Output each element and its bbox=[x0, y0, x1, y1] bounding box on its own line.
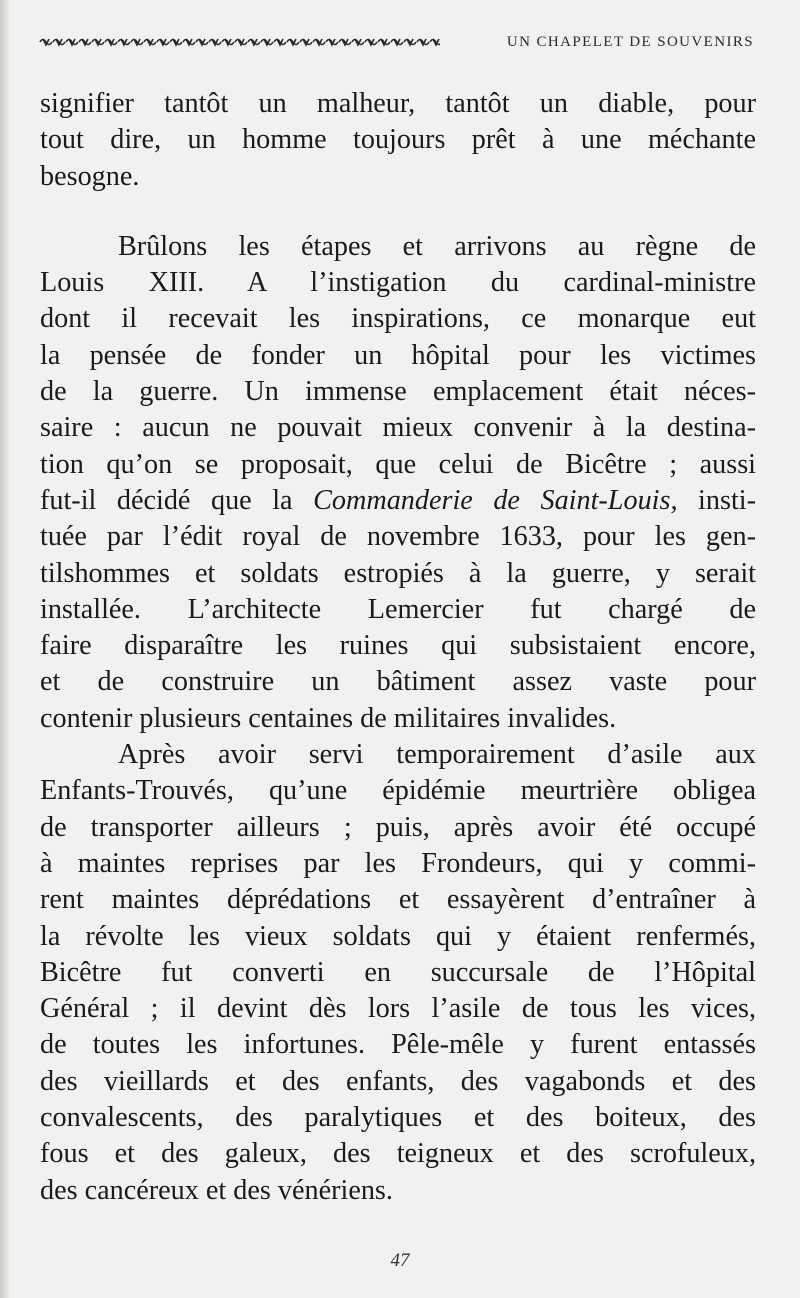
ornament-fleuron bbox=[352, 39, 364, 45]
ornament-fleuron bbox=[170, 39, 182, 45]
text-line: Après avoir servi temporairement d’asile aux bbox=[118, 739, 756, 771]
ornament-fleuron bbox=[274, 39, 286, 45]
ornament-fleuron bbox=[365, 39, 377, 45]
ornament-fleuron bbox=[300, 39, 312, 45]
ornament-fleuron bbox=[196, 39, 208, 45]
ornament-fleuron bbox=[53, 39, 65, 45]
text-line: de transporter ailleurs ; puis, après avoir été occupé bbox=[40, 811, 756, 843]
body-text bbox=[40, 86, 756, 1209]
text-line: contenir plusieurs centaines de militaires invalides. bbox=[40, 702, 617, 734]
ornament-fleuron bbox=[157, 39, 169, 45]
ornament-fleuron bbox=[92, 39, 104, 45]
text-line: des vieillards et des enfants, des vagabonds et des bbox=[40, 1065, 756, 1097]
ornament-fleuron bbox=[261, 39, 273, 45]
text-line: installée. L’architecte Lemercier fut chargé de bbox=[40, 593, 756, 625]
text-line: de la guerre. Un immense emplacement était néces- bbox=[40, 376, 756, 408]
page-edge-shadow bbox=[0, 0, 9, 1298]
text-line: des cancéreux et des vénériens. bbox=[40, 1174, 393, 1206]
text-line: la révolte les vieux soldats qui y étaient renfermés, bbox=[40, 920, 756, 952]
ornament-fleuron bbox=[235, 39, 247, 45]
text-line-with-italic bbox=[40, 483, 756, 519]
text-line: tuée par l’édit royal de novembre 1633, pour les gen- bbox=[40, 521, 756, 553]
ornament-fleuron bbox=[417, 39, 429, 45]
text-line: à maintes reprises par les Frondeurs, qui y commi- bbox=[40, 847, 756, 879]
ornament-fleuron bbox=[248, 39, 260, 45]
ornament-fleuron bbox=[209, 39, 221, 45]
text-line: Brûlons les étapes et arrivons au règne de bbox=[118, 230, 756, 262]
ornament-fleuron bbox=[430, 39, 440, 45]
ornament-fleuron bbox=[287, 39, 299, 45]
page-number: 47 bbox=[390, 1250, 410, 1271]
text-line: la pensée de fonder un hôpital pour les victimes bbox=[40, 339, 756, 371]
text-line: tion qu’on se proposait, que celui de Bicêtre ; aussi bbox=[40, 448, 756, 480]
text-line: besogne. bbox=[40, 160, 140, 192]
ornament-fleuron bbox=[66, 39, 78, 45]
text-segment: fut-il décidé que la bbox=[40, 484, 293, 516]
text-line: et de construire un bâtiment assez vaste pour bbox=[40, 666, 756, 698]
ornament-fleuron bbox=[40, 39, 52, 45]
ornament-fleuron bbox=[313, 39, 325, 45]
ornament-fleuron bbox=[79, 39, 91, 45]
running-title: UN CHAPELET DE SOUVENIRS bbox=[506, 34, 754, 50]
page-header bbox=[38, 32, 754, 56]
text-line: Enfants-Trouvés, qu’une épidémie meurtrière obligea bbox=[40, 775, 756, 807]
ornamental-rule bbox=[38, 32, 440, 52]
text-line: convalescents, des paralytiques et des boiteux, des bbox=[40, 1102, 756, 1134]
ornament-fleuron bbox=[105, 39, 117, 45]
text-line: faire disparaître les ruines qui subsistaient encore, bbox=[40, 630, 756, 662]
ornament-fleuron bbox=[222, 39, 234, 45]
ornament-fleuron bbox=[391, 39, 403, 45]
text-line: signifier tantôt un malheur, tantôt un diable, pour bbox=[40, 88, 756, 119]
text-line: dont il recevait les inspirations, ce monarque eut bbox=[40, 303, 756, 335]
text-line: de toutes les infortunes. Pêle-mêle y furent entassés bbox=[40, 1029, 756, 1061]
text-line: fous et des galeux, des teigneux et des scrofuleux, bbox=[40, 1138, 756, 1170]
paragraph-gap bbox=[40, 195, 756, 229]
ornament-fleuron bbox=[326, 39, 338, 45]
text-line: tilshommes et soldats estropiés à la guerre, y serait bbox=[40, 557, 756, 589]
ornament-fleuron bbox=[144, 39, 156, 45]
italic-title: Commanderie de Saint-Louis, bbox=[313, 484, 678, 516]
ornament-fleuron bbox=[339, 39, 351, 45]
ornament-fleuron bbox=[404, 39, 416, 45]
ornament-fleuron bbox=[118, 39, 130, 45]
text-line: rent maintes déprédations et essayèrent d’entraîner à bbox=[40, 884, 756, 916]
text-line: Bicêtre fut converti en succursale de l’Hôpital bbox=[40, 956, 756, 988]
text-line: saire : aucun ne pouvait mieux convenir à la destina- bbox=[40, 412, 756, 444]
ornament-fleuron bbox=[131, 39, 143, 45]
text-line: tout dire, un homme toujours prêt à une méchante bbox=[40, 124, 756, 156]
text-line: Général ; il devint dès lors l’asile de tous les vices, bbox=[40, 993, 756, 1025]
ornament-fleuron bbox=[183, 39, 195, 45]
text-segment: insti- bbox=[698, 484, 756, 516]
ornament-fleuron bbox=[378, 39, 390, 45]
text-line: Louis XIII. A l’instigation du cardinal-ministre bbox=[40, 267, 756, 299]
